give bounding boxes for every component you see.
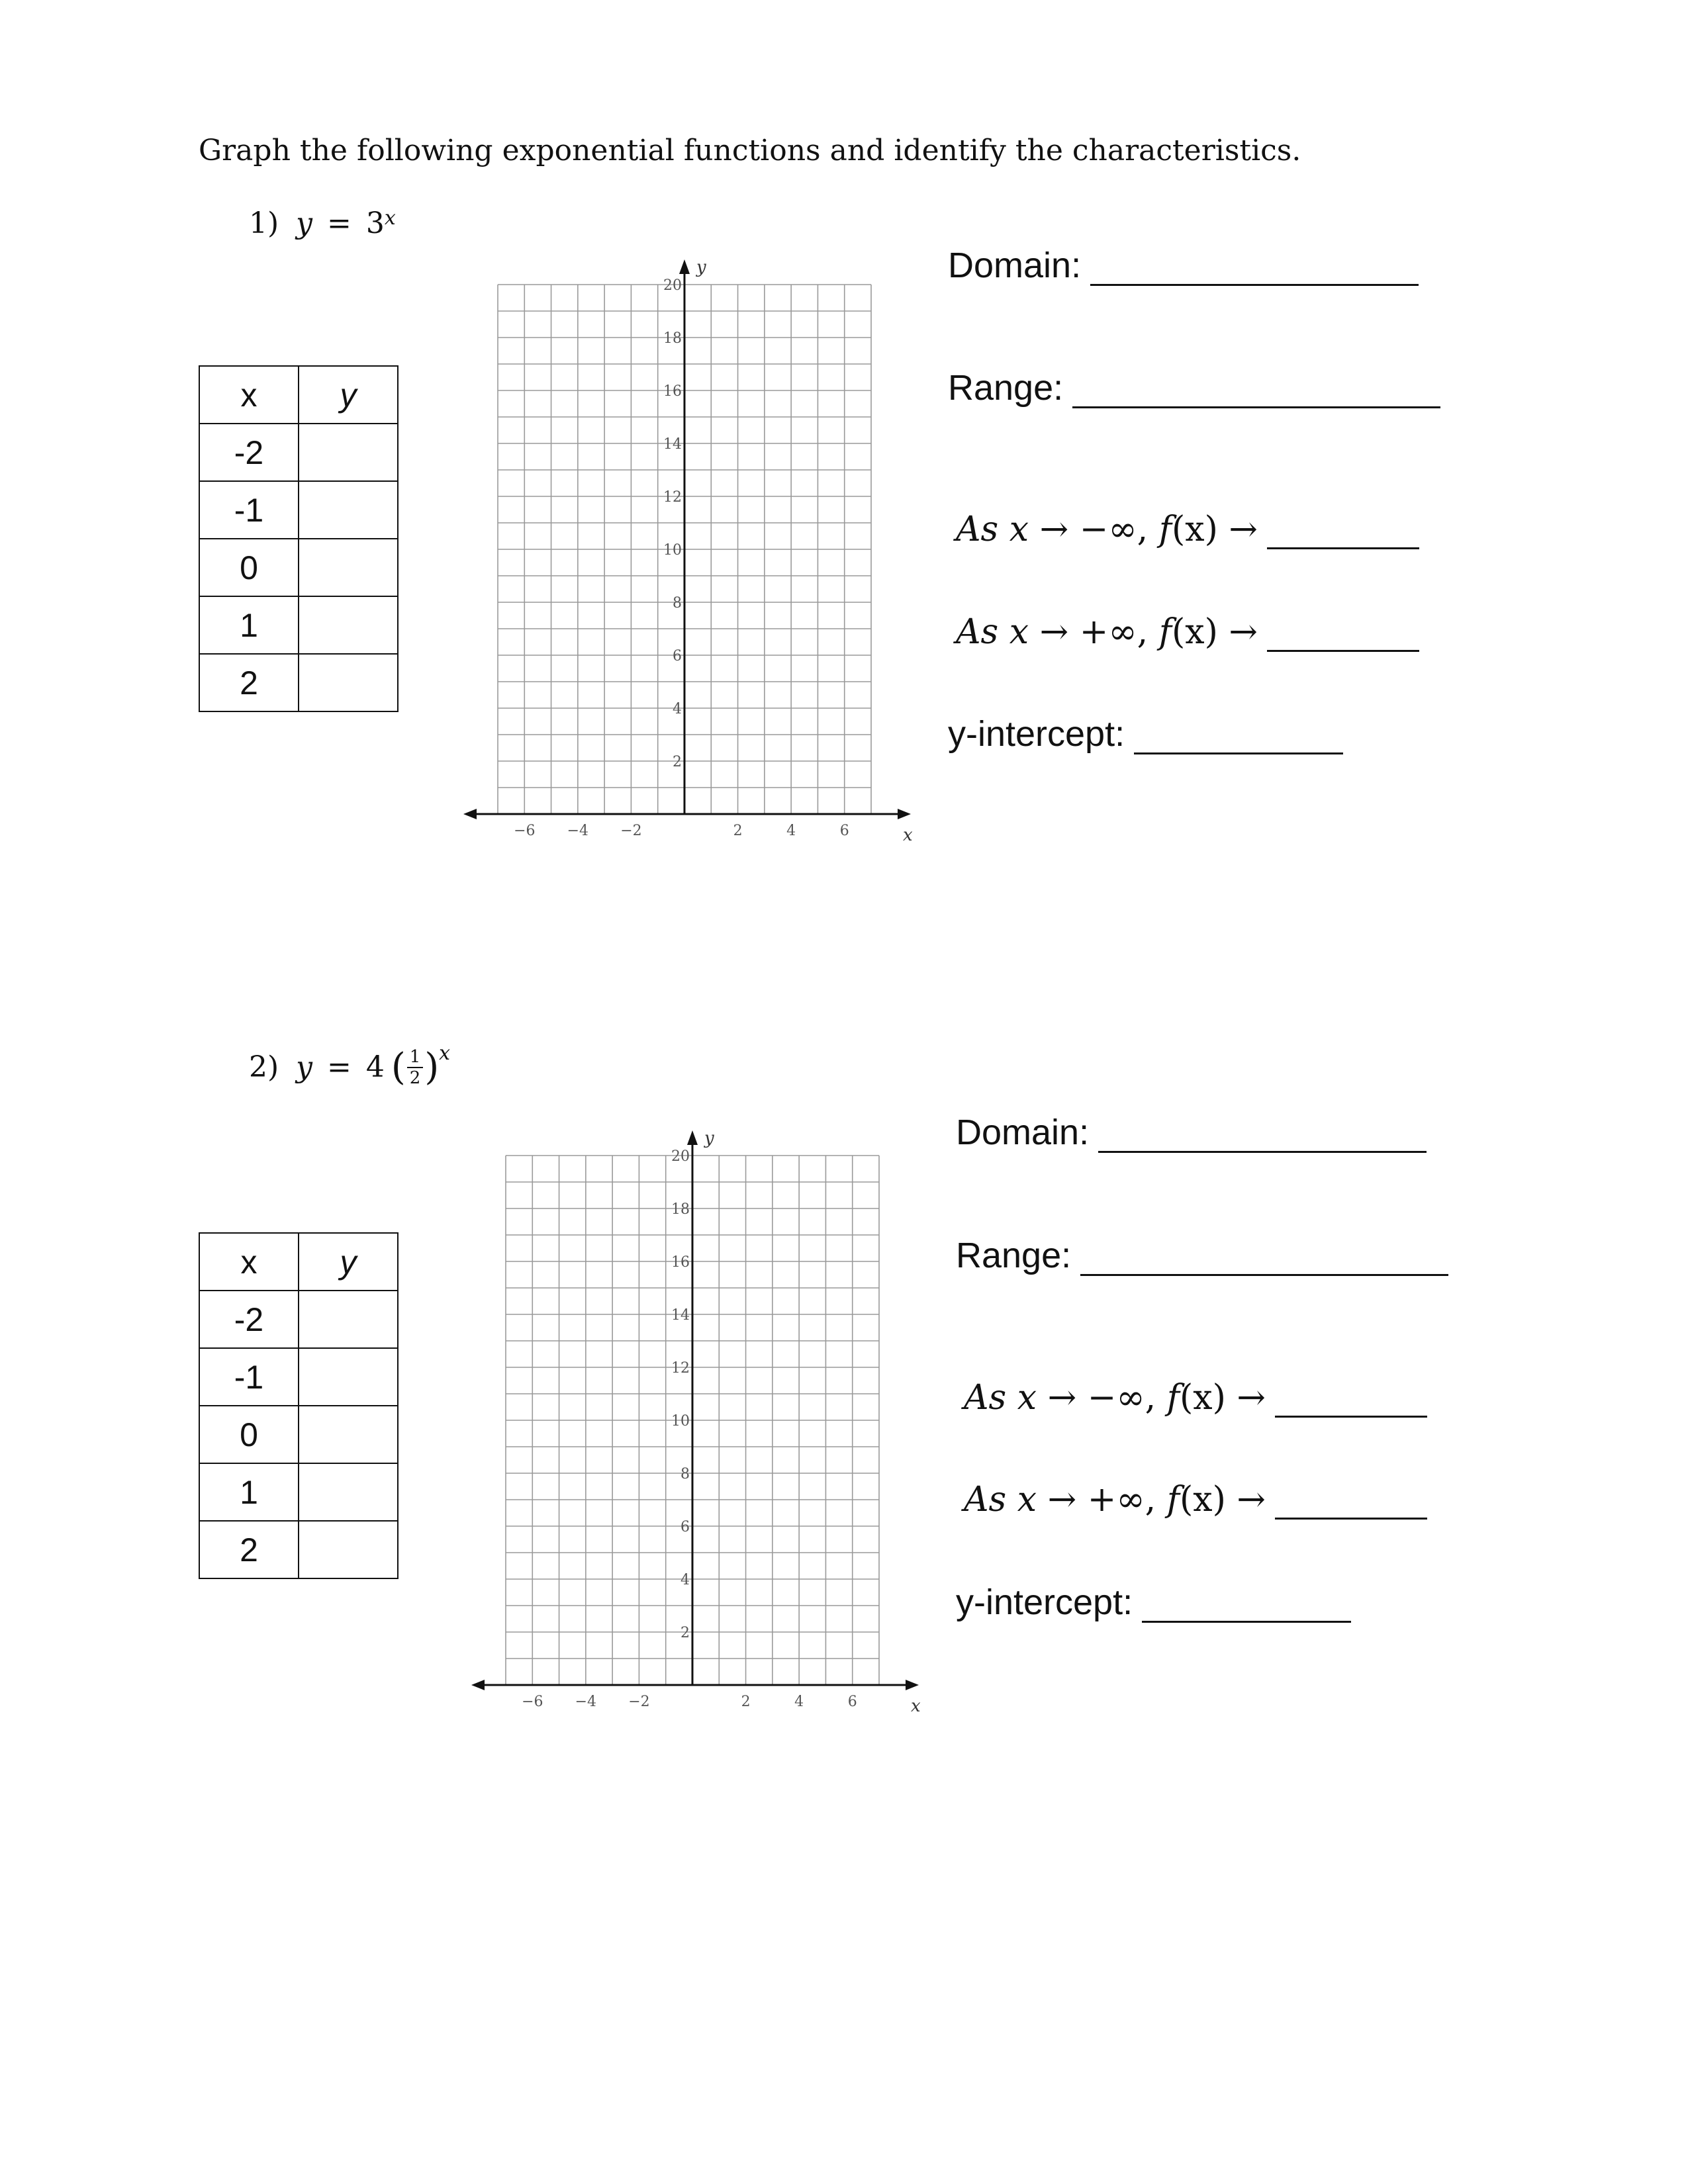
equation-lhs: y: [296, 206, 313, 240]
domain-label: Domain:: [956, 1113, 1090, 1152]
x-axis-right-arrow: [898, 809, 911, 819]
x-axis-left-arrow: [463, 809, 477, 819]
end-behavior-positive-1: [956, 612, 1419, 652]
y-tick-label: 14: [671, 1307, 690, 1324]
end-behavior-answer-line[interactable]: [1275, 1384, 1427, 1418]
x-tick-label: 6: [847, 1694, 857, 1710]
y-value-blank[interactable]: [299, 1521, 398, 1578]
x-value: -1: [199, 481, 299, 539]
range-label: Range:: [956, 1236, 1072, 1275]
coordinate-grid-1[interactable]: [463, 251, 914, 847]
x-value: 1: [199, 1463, 299, 1521]
xy-table-2: [199, 1232, 399, 1579]
instructions: Graph the following exponential functions and identify the characteristics.: [199, 134, 1301, 167]
as-word: As: [964, 1480, 1007, 1520]
x-tick-label: −2: [628, 1694, 650, 1710]
x-axis-label: x: [911, 1696, 921, 1716]
f-var: f: [1158, 612, 1172, 652]
y-tick-label: 12: [663, 489, 682, 506]
y-tick-label: 4: [673, 701, 682, 717]
table-header-row: [199, 1233, 398, 1291]
fx-arg: (x): [1179, 1378, 1226, 1418]
table-row: [199, 654, 398, 711]
y-tick-label: 10: [663, 542, 682, 559]
equals-sign: =: [327, 1050, 352, 1084]
y-intercept-label: y-intercept:: [948, 714, 1125, 754]
y-value-blank[interactable]: [299, 539, 398, 596]
x-tick-label: −6: [522, 1694, 543, 1710]
x-axis-left-arrow: [471, 1680, 485, 1690]
y-tick-label: 20: [663, 277, 682, 294]
fraction-group: ( $\frac{1}{2}$ ): [391, 1046, 440, 1089]
table-row: [199, 539, 398, 596]
y-tick-label: 14: [663, 436, 682, 453]
y-tick-label: 2: [673, 754, 682, 770]
x-value: 2: [199, 654, 299, 711]
f-var: f: [1158, 510, 1172, 549]
as-word: As: [956, 510, 999, 549]
table-row: [199, 1406, 398, 1463]
table-row: [199, 1291, 398, 1348]
problem-number: 1): [249, 206, 279, 240]
end-behavior-negative-2: [964, 1378, 1427, 1418]
y-tick-label: 8: [680, 1466, 690, 1482]
as-word: As: [964, 1378, 1007, 1418]
arrow: →: [1047, 1378, 1077, 1418]
equation-exponent: x: [384, 206, 396, 230]
arrow: →: [1047, 1480, 1077, 1520]
y-value-blank[interactable]: [299, 596, 398, 654]
fx-arg: (x): [1171, 510, 1218, 549]
limit-value: −∞,: [1087, 1378, 1156, 1418]
x-value: 0: [199, 1406, 299, 1463]
header-y: y: [299, 1233, 398, 1291]
domain-answer-line[interactable]: [1090, 252, 1419, 286]
equation-exponent: x: [439, 1042, 451, 1065]
x-axis-right-arrow: [906, 1680, 919, 1690]
limit-value: +∞,: [1087, 1480, 1156, 1520]
domain-label: Domain:: [948, 246, 1082, 285]
range-field-2: [956, 1235, 1448, 1276]
range-answer-line[interactable]: [1080, 1242, 1448, 1276]
as-word: As: [956, 612, 999, 652]
x-axis-label: x: [903, 825, 913, 845]
end-behavior-positive-2: [964, 1480, 1427, 1520]
table-row: [199, 1463, 398, 1521]
domain-field-2: [956, 1112, 1427, 1153]
y-tick-label: 12: [671, 1360, 690, 1377]
y-intercept-answer-line[interactable]: [1142, 1589, 1351, 1623]
fx-arg: (x): [1179, 1480, 1226, 1520]
y-axis-label: y: [696, 257, 706, 277]
x-value: 0: [199, 539, 299, 596]
f-var: f: [1166, 1378, 1180, 1418]
coordinate-grid-2[interactable]: [471, 1122, 921, 1718]
fx-arg: (x): [1171, 612, 1218, 652]
x-tick-label: 6: [839, 823, 849, 839]
y-intercept-field-1: [948, 713, 1343, 754]
x-var: x: [1017, 1378, 1037, 1418]
f-var: f: [1166, 1480, 1180, 1520]
y-value-blank[interactable]: [299, 1291, 398, 1348]
table-header-row: [199, 366, 398, 424]
limit-value: +∞,: [1079, 612, 1149, 652]
arrow: →: [1229, 510, 1258, 549]
domain-field-1: [948, 245, 1419, 286]
x-value: -2: [199, 1291, 299, 1348]
y-value-blank[interactable]: [299, 1406, 398, 1463]
y-tick-label: 4: [680, 1572, 690, 1588]
y-tick-label: 16: [671, 1254, 690, 1271]
x-var: x: [1009, 510, 1029, 549]
y-value-blank[interactable]: [299, 654, 398, 711]
equation-base: 3: [365, 206, 385, 240]
arrow: →: [1237, 1378, 1266, 1418]
y-tick-label: 6: [673, 648, 682, 664]
arrow: →: [1039, 510, 1069, 549]
end-behavior-answer-line[interactable]: [1267, 618, 1419, 652]
x-var: x: [1017, 1480, 1037, 1520]
equals-sign: =: [327, 206, 352, 240]
arrow: →: [1039, 612, 1069, 652]
x-value: -1: [199, 1348, 299, 1406]
y-axis-arrow: [679, 259, 690, 274]
x-tick-label: 4: [786, 823, 796, 839]
range-field-1: [948, 367, 1440, 408]
fraction-denominator: 2: [409, 1068, 421, 1088]
range-answer-line[interactable]: [1072, 375, 1440, 408]
y-tick-label: 2: [680, 1625, 690, 1641]
x-tick-label: −2: [620, 823, 642, 839]
table-row: [199, 1521, 398, 1578]
x-tick-label: −4: [567, 823, 589, 839]
y-tick-label: 10: [671, 1413, 690, 1430]
arrow: →: [1229, 612, 1258, 652]
domain-answer-line[interactable]: [1098, 1119, 1427, 1153]
y-tick-label: 18: [671, 1201, 690, 1218]
x-tick-label: 2: [741, 1694, 751, 1710]
problem-2-equation: [249, 1042, 451, 1089]
problem-1-equation: [249, 206, 396, 240]
y-axis-label: y: [704, 1128, 714, 1148]
x-value: -2: [199, 424, 299, 481]
x-tick-label: −4: [575, 1694, 597, 1710]
table-row: [199, 1348, 398, 1406]
y-tick-label: 6: [680, 1519, 690, 1535]
end-behavior-negative-1: [956, 510, 1419, 549]
end-behavior-answer-line[interactable]: [1275, 1486, 1427, 1520]
equation-lhs: y: [296, 1050, 313, 1084]
y-tick-label: 18: [663, 330, 682, 347]
limit-value: −∞,: [1079, 510, 1149, 549]
y-tick-label: 20: [671, 1148, 690, 1165]
table-row: [199, 424, 398, 481]
x-tick-label: 4: [794, 1694, 804, 1710]
y-tick-label: 16: [663, 383, 682, 400]
xy-table-1: [199, 365, 399, 712]
y-value-blank[interactable]: [299, 1348, 398, 1406]
header-x: x: [199, 366, 299, 424]
y-value-blank[interactable]: [299, 424, 398, 481]
table-row: [199, 481, 398, 539]
x-value: 2: [199, 1521, 299, 1578]
x-tick-label: 2: [733, 823, 743, 839]
header-y: y: [299, 366, 398, 424]
range-label: Range:: [948, 368, 1064, 408]
y-intercept-answer-line[interactable]: [1134, 721, 1343, 754]
header-x: x: [199, 1233, 299, 1291]
equation-coefficient: 4: [365, 1050, 385, 1084]
fraction-numerator: 1: [407, 1048, 424, 1068]
y-value-blank[interactable]: [299, 1463, 398, 1521]
end-behavior-answer-line[interactable]: [1267, 516, 1419, 549]
y-value-blank[interactable]: [299, 481, 398, 539]
x-value: 1: [199, 596, 299, 654]
y-intercept-field-2: [956, 1582, 1351, 1623]
y-axis-arrow: [687, 1130, 698, 1145]
arrow: →: [1237, 1480, 1266, 1520]
table-row: [199, 596, 398, 654]
x-tick-label: −6: [514, 823, 536, 839]
x-var: x: [1009, 612, 1029, 652]
y-tick-label: 8: [673, 595, 682, 612]
problem-number: 2): [249, 1050, 279, 1084]
y-intercept-label: y-intercept:: [956, 1582, 1133, 1622]
fraction: [407, 1048, 424, 1087]
